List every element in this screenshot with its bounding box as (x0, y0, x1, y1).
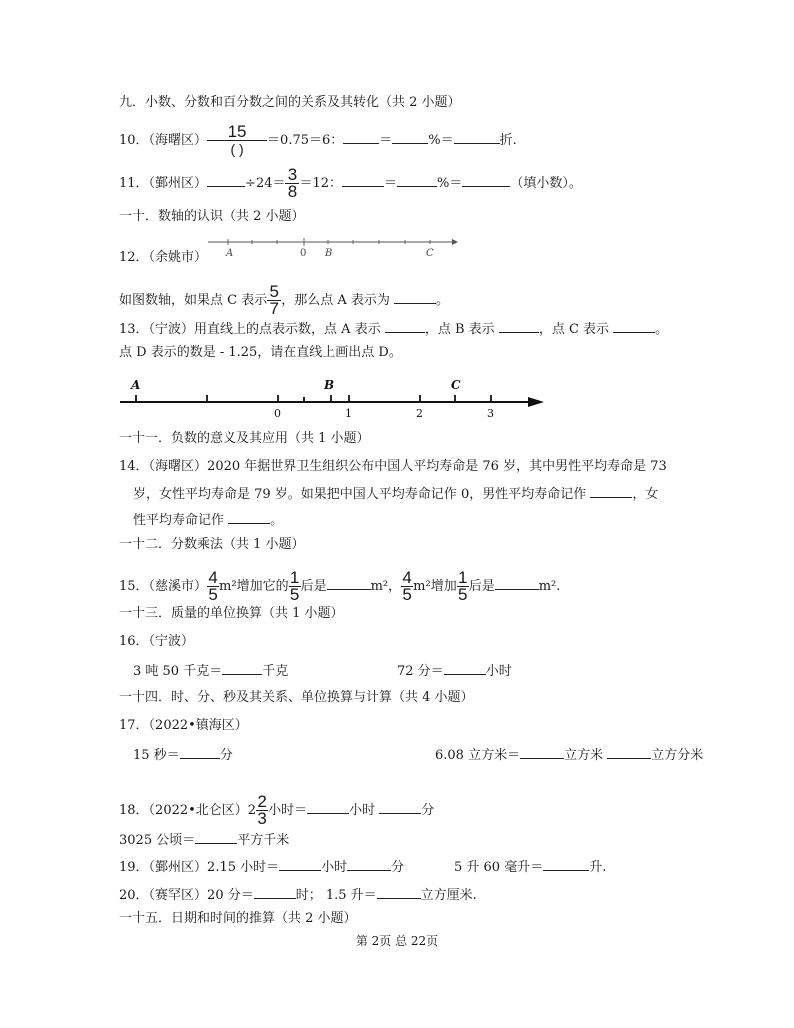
tick-label: 0 (274, 407, 281, 420)
question-14-line3 (133, 510, 283, 530)
question-text: ，女 (632, 487, 659, 502)
question-20 (119, 885, 477, 905)
fraction: $\frac{1}{5}$ (457, 568, 468, 604)
question-number: 16．（宁波） (119, 634, 195, 649)
question-16-part-b (397, 661, 512, 681)
section-heading: 一十四．时、分、秒及其关系、单位换算与计算（共 4 小题） (119, 690, 474, 705)
question-text: 后是 (468, 579, 495, 594)
question-number: 19．（鄞州区）2.15 小时＝ (119, 860, 280, 875)
answer-blank[interactable] (613, 319, 655, 333)
fraction: $\frac{3}{8}$ (285, 167, 299, 200)
question-14-line2 (133, 484, 658, 504)
fraction: $\frac{4}{5}$ (208, 568, 218, 604)
question-text: 立方米 (564, 748, 604, 763)
answer-blank[interactable] (590, 484, 632, 498)
question-text: 分 (219, 748, 233, 763)
question-text: m². (538, 579, 561, 594)
question-17-part-b (435, 745, 703, 765)
tick-label: B (325, 248, 333, 259)
question-text: 分 (391, 860, 405, 875)
section-heading: 一十五．日期和时间的推算（共 2 小题） (119, 911, 357, 926)
question-text: 平方千米 (237, 833, 290, 848)
tick-label: 2 (416, 407, 423, 420)
tick-label: C (426, 248, 434, 259)
answer-blank[interactable] (347, 857, 391, 871)
answer-blank[interactable] (379, 800, 421, 814)
question-11 (119, 167, 582, 200)
question-text: 3025 公顷＝ (119, 833, 196, 848)
tick-label: A (226, 248, 234, 259)
section-heading: 一十三．质量的单位换算（共 1 小题） (119, 606, 344, 621)
question-text: 时； 1.5 升＝ (295, 888, 377, 903)
question-text: ＝12： (299, 176, 343, 191)
number-line-large[interactable] (118, 374, 550, 422)
question-number: 17．（2022•镇海区） (119, 718, 248, 733)
question-14-line1: 14．（海曙区）2020 年据世界卫生组织公布中国人平均寿命是 76 岁，其中男性平均寿命是 73 (119, 459, 667, 474)
question-13 (119, 319, 668, 339)
question-text: 如图数轴，如果点 C 表示 (119, 293, 268, 308)
page-footer: 第 2页 总 22页 (355, 934, 439, 948)
tick-label: 1 (345, 407, 352, 420)
fraction: $\frac{15}{( )}$ (207, 124, 267, 157)
fraction: $\frac{1}{5}$ (289, 568, 300, 604)
point-label: C (451, 378, 461, 392)
answer-blank[interactable] (207, 173, 245, 187)
question-text: 折. (499, 133, 517, 148)
number-line-small (200, 234, 462, 264)
question-text: （填小数）。 (510, 176, 582, 191)
answer-blank[interactable] (543, 857, 589, 871)
question-10 (119, 124, 517, 157)
answer-blank[interactable] (342, 173, 384, 187)
question-text: 13．（宁波）用直线上的点表示数，点 A 表示 (119, 322, 381, 337)
question-text: 岁，女性平均寿命是 79 岁。如果把中国人平均寿命记作 0，男性平均寿命记作 (133, 487, 587, 502)
answer-blank[interactable] (444, 661, 486, 675)
answer-blank[interactable] (327, 576, 371, 590)
question-text: m²， (370, 579, 402, 594)
answer-blank[interactable] (228, 510, 270, 524)
question-16-part-a (133, 661, 288, 681)
answer-blank[interactable] (343, 130, 379, 144)
question-text: 3 吨 50 千克＝ (133, 664, 223, 679)
answer-blank[interactable] (385, 319, 425, 333)
question-19 (119, 857, 404, 877)
answer-blank[interactable] (454, 130, 500, 144)
fraction: $\frac{5}{7}$ (267, 284, 281, 317)
point-label: B (324, 378, 335, 392)
answer-blank[interactable] (254, 885, 296, 899)
question-text: %＝ (428, 133, 454, 148)
question-19-part-b (454, 857, 606, 877)
question-text: 后是 (300, 579, 327, 594)
question-number: 12．（余姚市） (119, 250, 208, 265)
point-label: A (131, 378, 141, 392)
fraction: $\frac{2}{3}$ (257, 792, 267, 828)
question-text: ÷24＝ (245, 176, 286, 191)
question-text: ，那么点 A 表示为 (281, 293, 390, 308)
question-text: ，点 C 表示 (538, 322, 610, 337)
answer-blank[interactable] (397, 173, 437, 187)
question-17-part-a (133, 745, 233, 765)
question-text: 升. (589, 860, 607, 875)
answer-blank[interactable] (520, 745, 564, 759)
question-text: 立方分米 (651, 748, 704, 763)
question-number: 10．（海曙区） (119, 133, 208, 148)
answer-blank[interactable] (222, 661, 262, 675)
question-text: ＝ (379, 133, 393, 148)
question-text: 分 (421, 803, 435, 818)
question-number: 11．（鄞州区） (119, 176, 208, 191)
answer-blank[interactable] (394, 290, 436, 304)
answer-blank[interactable] (607, 745, 651, 759)
question-text: 小时 (321, 860, 348, 875)
tick-label: 0 (300, 248, 307, 259)
question-12-text (119, 284, 449, 317)
answer-blank[interactable] (279, 857, 321, 871)
fraction: $\frac{4}{5}$ (402, 568, 412, 604)
question-text: ，点 B 表示 (424, 322, 495, 337)
answer-blank[interactable] (495, 576, 539, 590)
section-heading: 九．小数、分数和百分数之间的关系及其转化（共 2 小题） (119, 95, 461, 110)
question-number: 20．（赛罕区）20 分＝ (119, 888, 254, 903)
question-number: 18．（2022•北仑区）2 (119, 803, 257, 818)
question-number: 15．（慈溪市） (119, 579, 208, 594)
answer-blank[interactable] (462, 173, 510, 187)
question-text: 15 秒＝ (133, 748, 180, 763)
question-text: 小时 (485, 664, 512, 679)
question-text: 5 升 60 毫升＝ (454, 860, 544, 875)
question-text: 。 (436, 293, 450, 308)
question-text: 立方厘米. (420, 888, 477, 903)
question-text: m²增加 (413, 579, 457, 594)
answer-blank[interactable] (392, 130, 428, 144)
question-text: 千克 (262, 664, 289, 679)
answer-blank[interactable] (499, 319, 539, 333)
question-13-line2: 点 D 表示的数是 - 1.25，请在直线上画出点 D。 (119, 345, 402, 360)
question-15 (119, 570, 560, 603)
tick-label: 3 (487, 407, 494, 420)
question-text: 小时 (349, 803, 376, 818)
question-text: 小时＝ (268, 803, 308, 818)
question-18-line2 (119, 830, 289, 850)
question-text: 72 分＝ (397, 664, 444, 679)
answer-blank[interactable] (195, 830, 237, 844)
question-text: ＝0.75＝6： (267, 133, 344, 148)
answer-blank[interactable] (180, 745, 220, 759)
question-text: 性平均寿命记作 (133, 513, 225, 528)
question-text: ＝ (384, 176, 398, 191)
question-text: %＝ (437, 176, 463, 191)
section-heading: 一十．数轴的认识（共 2 小题） (119, 209, 305, 224)
section-heading: 一十二．分数乘法（共 1 小题） (119, 537, 305, 552)
question-text: 。 (655, 322, 669, 337)
answer-blank[interactable] (377, 885, 421, 899)
question-text: 6.08 立方米＝ (435, 748, 521, 763)
section-heading: 一十一．负数的意义及其应用（共 1 小题） (119, 431, 370, 446)
question-text: m²增加它的 (219, 579, 289, 594)
answer-blank[interactable] (307, 800, 349, 814)
question-18 (119, 794, 434, 827)
question-text: 。 (270, 513, 284, 528)
